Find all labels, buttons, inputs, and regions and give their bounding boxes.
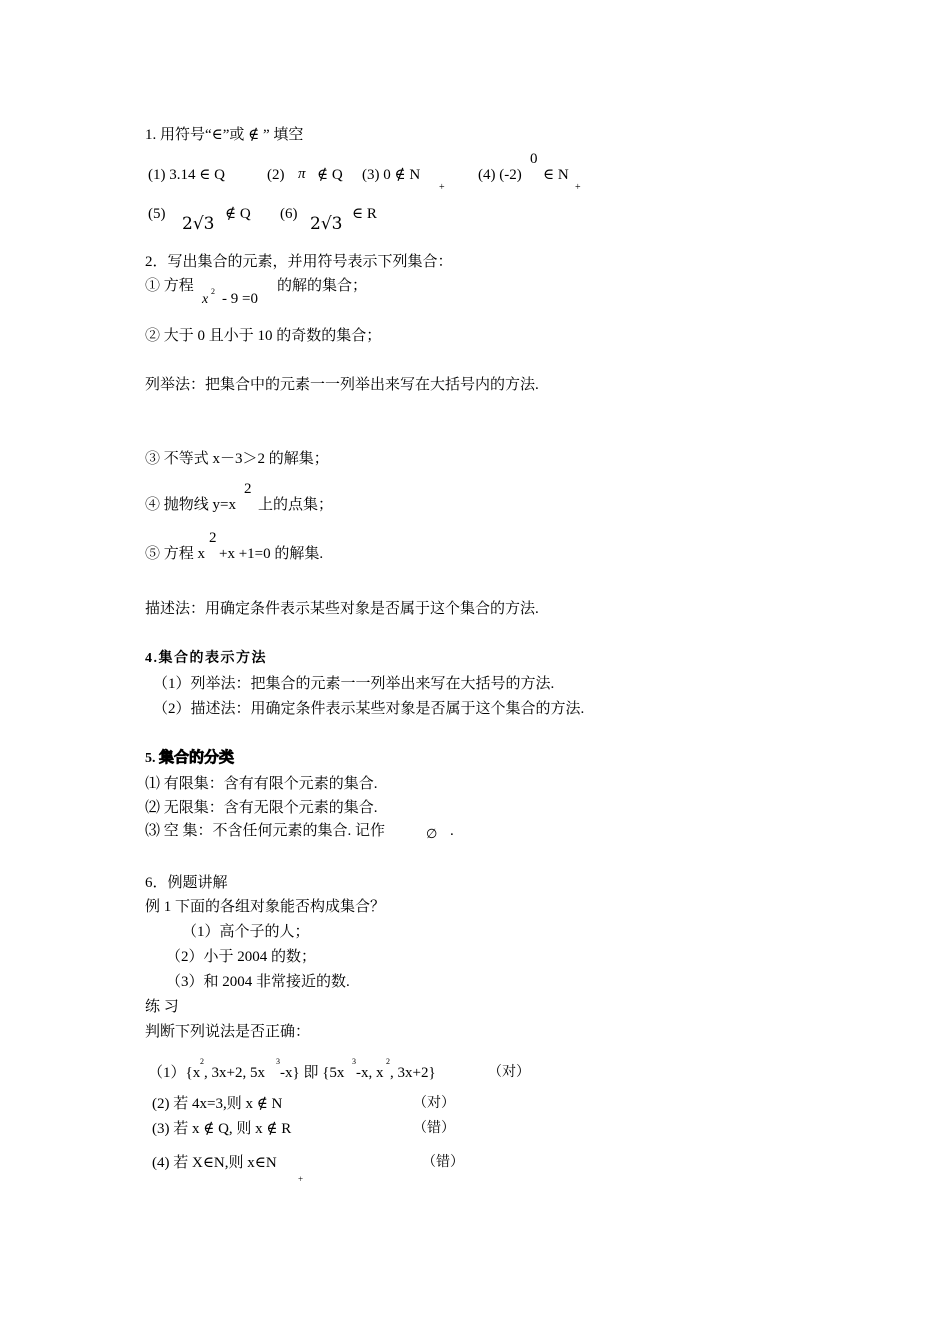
q2-e-sup: 2 [209,530,217,546]
q1-item-6-rest: ∈ R [352,206,377,222]
practice-heading: 练 习 [145,999,179,1015]
section-5-num: 5. [145,751,156,766]
section-6-heading: 6．例题讲解 [145,875,228,891]
q2-a-x: x [202,292,209,307]
section-4-p1: （1）列举法：把集合的元素一一列举出来写在大括号的方法. [153,676,555,692]
example-1: 例 1 下面的各组对象能否构成集合？ [145,899,386,915]
judge-3-answer: （错） [413,1121,455,1136]
judge-instruction: 判断下列说法是否正确： [145,1024,311,1040]
example-1-b: （2）小于 2004 的数； [166,949,317,965]
q1-item-2-rest: ∉ Q [317,167,343,183]
q1-item-4-sup: 0 [530,151,538,167]
q2-a-sup: 2 [211,287,215,296]
q2-e-post: +x +1=0 的解集. [219,546,324,562]
q1-item-4-rest: ∈ N [543,167,569,183]
judge-1-part-b: , 3x+2, 5x [204,1065,265,1081]
q1-item-4-sub: + [575,182,581,193]
q2-e-pre: ⑤ 方程 x [145,546,206,562]
desc-method-def: 描述法：用确定条件表示某些对象是否属于这个集合的方法. [145,601,539,617]
judge-4: (4) 若 X∈N,则 x∈N [152,1155,277,1171]
q2-d-post: 上的点集； [258,497,334,513]
q2-b: ② 大于 0 且小于 10 的奇数的集合； [145,328,382,344]
q1-item-1: (1) 3.14 ∈ Q [148,167,225,183]
q1-item-5-rest: ∉ Q [225,206,251,222]
section-5-p3-end: . [450,823,454,839]
q1-item-5: (5) [148,206,166,222]
judge-4-sub: + [298,1174,304,1184]
q1-item-2-pi: π [298,166,306,182]
q2-d-sup: 2 [244,481,252,497]
q1-item-3: (3) 0 ∉ N [362,167,421,183]
empty-set-symbol: ∅ [426,826,438,841]
q1-item-6: (6) [280,206,298,222]
judge-1-sup-1: 2 [200,1057,204,1066]
section-4-heading: 4.集合的表示方法 [145,651,267,666]
q2-d-pre: ④ 抛物线 y=x [145,497,236,513]
judge-2: (2) 若 4x=3,则 x ∉ N [152,1096,283,1112]
judge-1-part-c: -x} 即 {5x [280,1065,345,1081]
example-1-c: （3）和 2004 非常接近的数. [166,974,350,990]
q2-heading: 2．写出集合的元素，并用符号表示下列集合： [145,254,453,270]
section-5-p1: ⑴ 有限集：含有有限个元素的集合. [145,776,378,792]
q1-item-2-label: (2) [267,167,285,183]
q1-item-3-sub: + [439,182,445,193]
q2-c: ③ 不等式 x－3＞2 的解集； [145,451,329,467]
judge-1-part-d: -x, x [356,1065,384,1081]
judge-1-answer: （对） [488,1065,530,1080]
q1-item-6-expr: 2√3 [310,214,343,234]
judge-4-answer: （错） [422,1155,464,1170]
q1-item-5-expr: 2√3 [182,214,215,234]
section-5-heading: 集合的分类 [159,750,235,766]
q2-a-post: 的解的集合； [277,278,368,294]
list-method-def: 列举法：把集合中的元素一一列举出来写在大括号内的方法. [145,377,539,393]
q1-heading: 1. 用符号“∈”或 ∉ ” 填空 [145,127,304,143]
judge-2-answer: （对） [413,1096,455,1111]
example-1-a: （1）高个子的人； [182,924,310,940]
judge-1-sup-3: 3 [352,1057,356,1066]
section-5-p2: ⑵ 无限集：含有无限个元素的集合. [145,800,378,816]
judge-3: (3) 若 x ∉ Q, 则 x ∉ R [152,1121,292,1137]
judge-1-sup-2: 3 [276,1057,280,1066]
q2-a-pre: ① 方程 [145,278,194,294]
q2-a-eq: - 9 =0 [222,291,258,307]
judge-1-part-e: , 3x+2} [390,1065,436,1081]
judge-1-part-a: （1）{x [148,1065,201,1081]
section-5-p3: ⑶ 空 集：不含任何元素的集合. 记作 [145,823,386,839]
judge-1-sup-4: 2 [386,1057,390,1066]
q1-item-4: (4) (-2) [478,167,522,183]
section-4-p2: （2）描述法：用确定条件表示某些对象是否属于这个集合的方法. [153,701,585,717]
